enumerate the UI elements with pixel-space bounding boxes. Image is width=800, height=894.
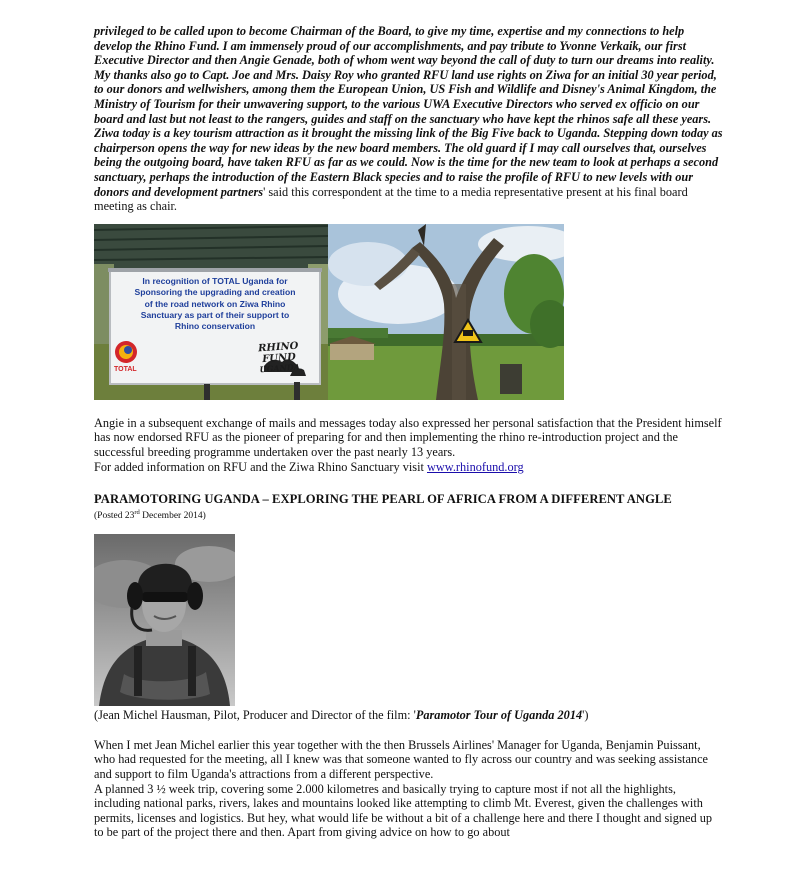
visit-text: For added information on RFU and the Ziwa Rhino Sanctuary visit	[94, 459, 427, 474]
rhino-fund-logo-line-1: RHINO FUND	[257, 340, 299, 365]
caption-prefix: (Jean Michel Hausman, Pilot, Producer and Director of the film: '	[94, 708, 416, 723]
sign-text	[112, 276, 318, 333]
caption-suffix: ')	[582, 708, 589, 723]
sign-line: Rhino conservation	[174, 321, 256, 332]
document-page	[94, 24, 724, 840]
photo-pair	[94, 224, 564, 400]
posted-sup: rd	[134, 509, 140, 517]
pilot-portrait-photo	[94, 534, 235, 706]
posted-prefix: (Posted 23	[94, 511, 135, 522]
posted-date	[94, 507, 724, 522]
tree-sign-photo	[328, 224, 564, 400]
total-sign-photo	[94, 224, 328, 400]
caption-film-title: Paramotor Tour of Uganda 2014	[415, 708, 583, 723]
body-paragraph-1: When I met Jean Michel earlier this year together with the then Brussels Airlines' Manager for Uganda, Benjamin Puissant, who had requested for the meeting, all I knew was that someone wanted to fly across our country and was seeking assistance and support to film Uganda's attractions from a different perspective.	[94, 737, 708, 782]
angie-paragraph	[94, 416, 724, 474]
rhinofund-link[interactable]: www.rhinofund.org	[427, 459, 524, 474]
sign-line: In recognition of TOTAL Uganda for	[142, 275, 288, 286]
quote-text: privileged to be called upon to become Chairman of the Board, to give my time, expertise and my connections to help develop the Rhino Fund. I am immensely proud of our accomplishments, and pay tribute to Yvonne Verkaik, our first Executive Director and then Angie Genade, both of whom went way beyond the call of duty to turn our dreams into reality. My thanks also go to Capt. Joe and Mrs. Daisy Roy who granted RFU land use rights on Ziwa for an initial 30 year period, to our donors and wellwishers, among them the European Union, US Fish and Wildlife and Disney's Animal Kingdom, the Ministry of Tourism for their unwavering support, to the various UWA Executive Directors who served ex officio on our board and last but not least to the rangers, guides and staff on the sanctuary who have kept the rhinos safe all these years. Ziwa today is a key tourism attraction as it brought the missing link of the Big Five back to Uganda. Stepping down today as chairperson opens the way for new ideas by the new board members. The old guard if I may call ourselves that, ourselves being the outgoing board, have taken RFU as far as we could. Now is the time for the new team to look at perhaps a second sanctuary, perhaps the introduction of the Eastern Black species and to raise the profile of RFU to new levels with our donors and development partners	[94, 24, 723, 199]
board-quote-paragraph	[94, 24, 724, 214]
quote-tail: ' said this correspondent at the time to a media representative present at his final board meeting as chair.	[94, 184, 688, 214]
sign-line: Sanctuary as part of their support to	[140, 309, 290, 320]
sign-line: of the road network on Ziwa Rhino	[144, 298, 286, 309]
total-logo-label: TOTAL	[114, 365, 137, 373]
angie-text: Angie in a subsequent exchange of mails and messages today also expressed her personal satisfaction that the President himself has now endorsed RFU as the pioneer of preparing for and then implementing the rhino re-introduction project and the successful breeding programme undertaken over the past nearly 13 years.	[94, 415, 722, 459]
sign-line: Sponsoring the upgrading and creation	[134, 287, 296, 298]
rhino-fund-logo	[243, 339, 315, 375]
posted-suffix: December 2014)	[139, 511, 206, 522]
rhino-fund-logo-line-2: UGANDA	[259, 361, 301, 375]
body-paragraph-2: A planned 3 ½ week trip, covering some 2.000 kilometres and basically trying to capture most if not all the highlights, including national parks, rivers, lakes and mountains looked like attempting to climb Mt. Everest, given the challenges with permits, licenses and logistics. But hey, what would life be without a bit of a challenge here and there I thought and signed up to be part of the project there and then. Apart from giving advice on how to go about	[94, 781, 712, 840]
portrait-caption	[94, 708, 724, 723]
section-heading: PARAMOTORING UGANDA – EXPLORING THE PEARL OF AFRICA FROM A DIFFERENT ANGLE	[94, 492, 672, 507]
